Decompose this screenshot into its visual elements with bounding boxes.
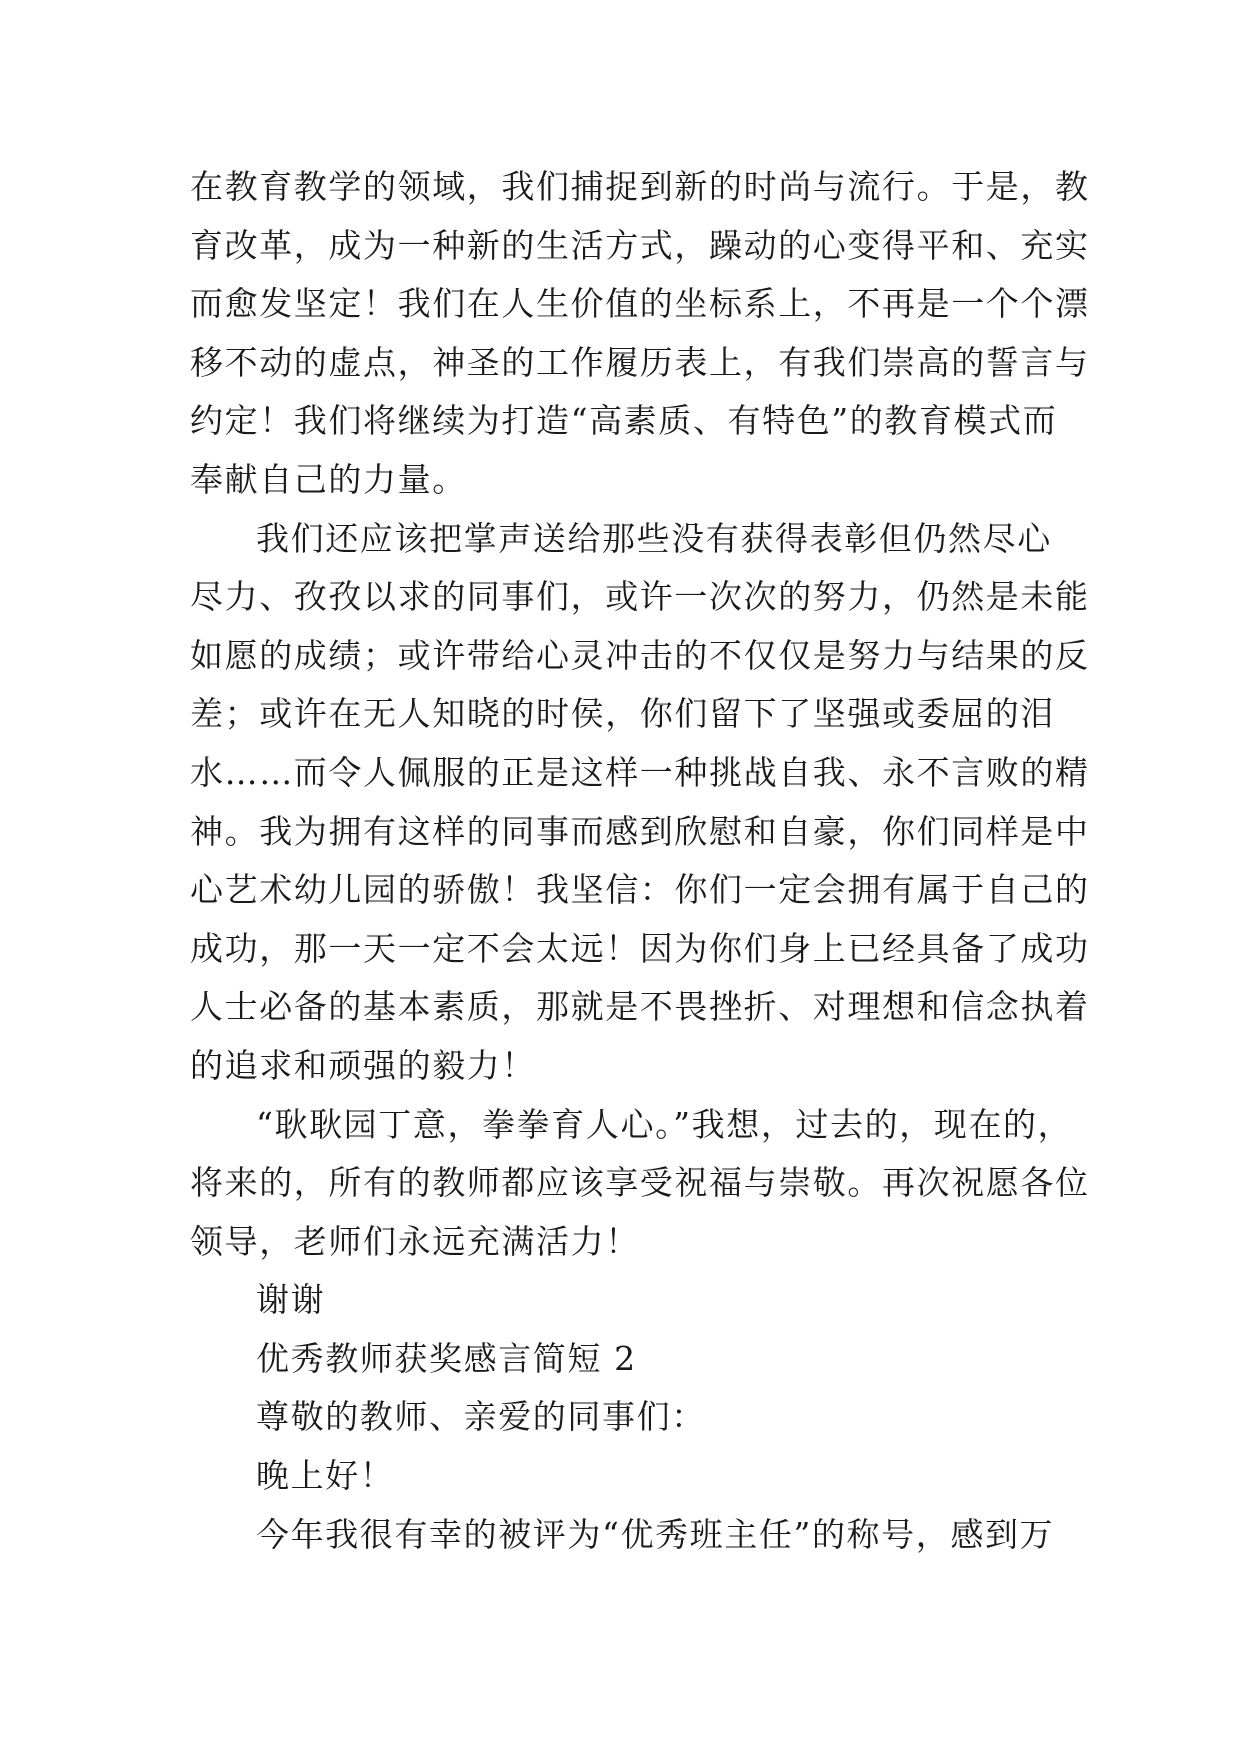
text-line: 今年我很有幸的被评为“优秀班主任”的称号，感到万 bbox=[256, 1514, 1055, 1554]
paragraph bbox=[190, 1096, 1090, 1272]
section-heading: 优秀教师获奖感言简短 2 bbox=[256, 1338, 637, 1378]
paragraph bbox=[190, 158, 1090, 510]
greeting: 晚上好！ bbox=[256, 1456, 395, 1496]
text-line: 尽力、孜孜以求的同事们，或许一次次的努力，仍然是未能 bbox=[190, 577, 1090, 617]
text-line: 移不动的虚点，神圣的工作履历表上，有我们崇高的誓言与 bbox=[190, 342, 1090, 382]
text-line: 奉献自己的力量。 bbox=[190, 459, 467, 499]
paragraph bbox=[190, 1447, 1052, 1506]
text-line: 将来的，所有的教师都应该享受祝福与崇敬。再次祝愿各位 bbox=[190, 1163, 1090, 1203]
text-line: “耿耿园丁意，拳拳育人心。”我想，过去的，现在的， bbox=[256, 1104, 1073, 1144]
text-line: 差；或许在无人知晓的时侯，你们留下了坚强或委屈的泪 bbox=[190, 694, 1055, 734]
salutation: 尊敬的教师、亲爱的同事们： bbox=[256, 1397, 706, 1437]
document-body bbox=[190, 158, 1090, 1564]
paragraph bbox=[190, 1506, 1055, 1565]
text-line: 约定！我们将继续为打造“高素质、有特色”的教育模式而 bbox=[190, 401, 1058, 441]
text-line: 水……而令人佩服的正是这样一种挑战自我、永不言败的精 bbox=[190, 752, 1090, 792]
text-line: 我们还应该把掌声送给那些没有获得表彰但仍然尽心 bbox=[256, 518, 1052, 558]
paragraph bbox=[190, 1271, 1052, 1330]
text-line: 而愈发坚定！我们在人生价值的坐标系上，不再是一个个漂 bbox=[190, 284, 1090, 324]
text-line: 心艺术幼儿园的骄傲！我坚信：你们一定会拥有属于自己的 bbox=[190, 870, 1090, 910]
paragraph bbox=[190, 510, 1090, 1096]
text-line: 的追求和顽强的毅力！ bbox=[190, 1045, 536, 1085]
closing-thanks: 谢谢 bbox=[256, 1280, 326, 1320]
paragraph bbox=[190, 1330, 1052, 1389]
text-line: 领导，老师们永远充满活力！ bbox=[190, 1221, 640, 1261]
text-line: 神。我为拥有这样的同事而感到欣慰和自豪，你们同样是中 bbox=[190, 811, 1090, 851]
text-line: 成功，那一天一定不会太远！因为你们身上已经具备了成功 bbox=[190, 928, 1090, 968]
text-line: 在教育教学的领域，我们捕捉到新的时尚与流行。于是，教 bbox=[190, 167, 1090, 206]
text-line: 如愿的成绩；或许带给心灵冲击的不仅仅是努力与结果的反 bbox=[190, 635, 1090, 675]
text-line: 人士必备的基本素质，那就是不畏挫折、对理想和信念执着 bbox=[190, 987, 1090, 1027]
paragraph bbox=[190, 1388, 1052, 1447]
text-line: 育改革，成为一种新的生活方式，躁动的心变得平和、充实 bbox=[190, 225, 1090, 265]
